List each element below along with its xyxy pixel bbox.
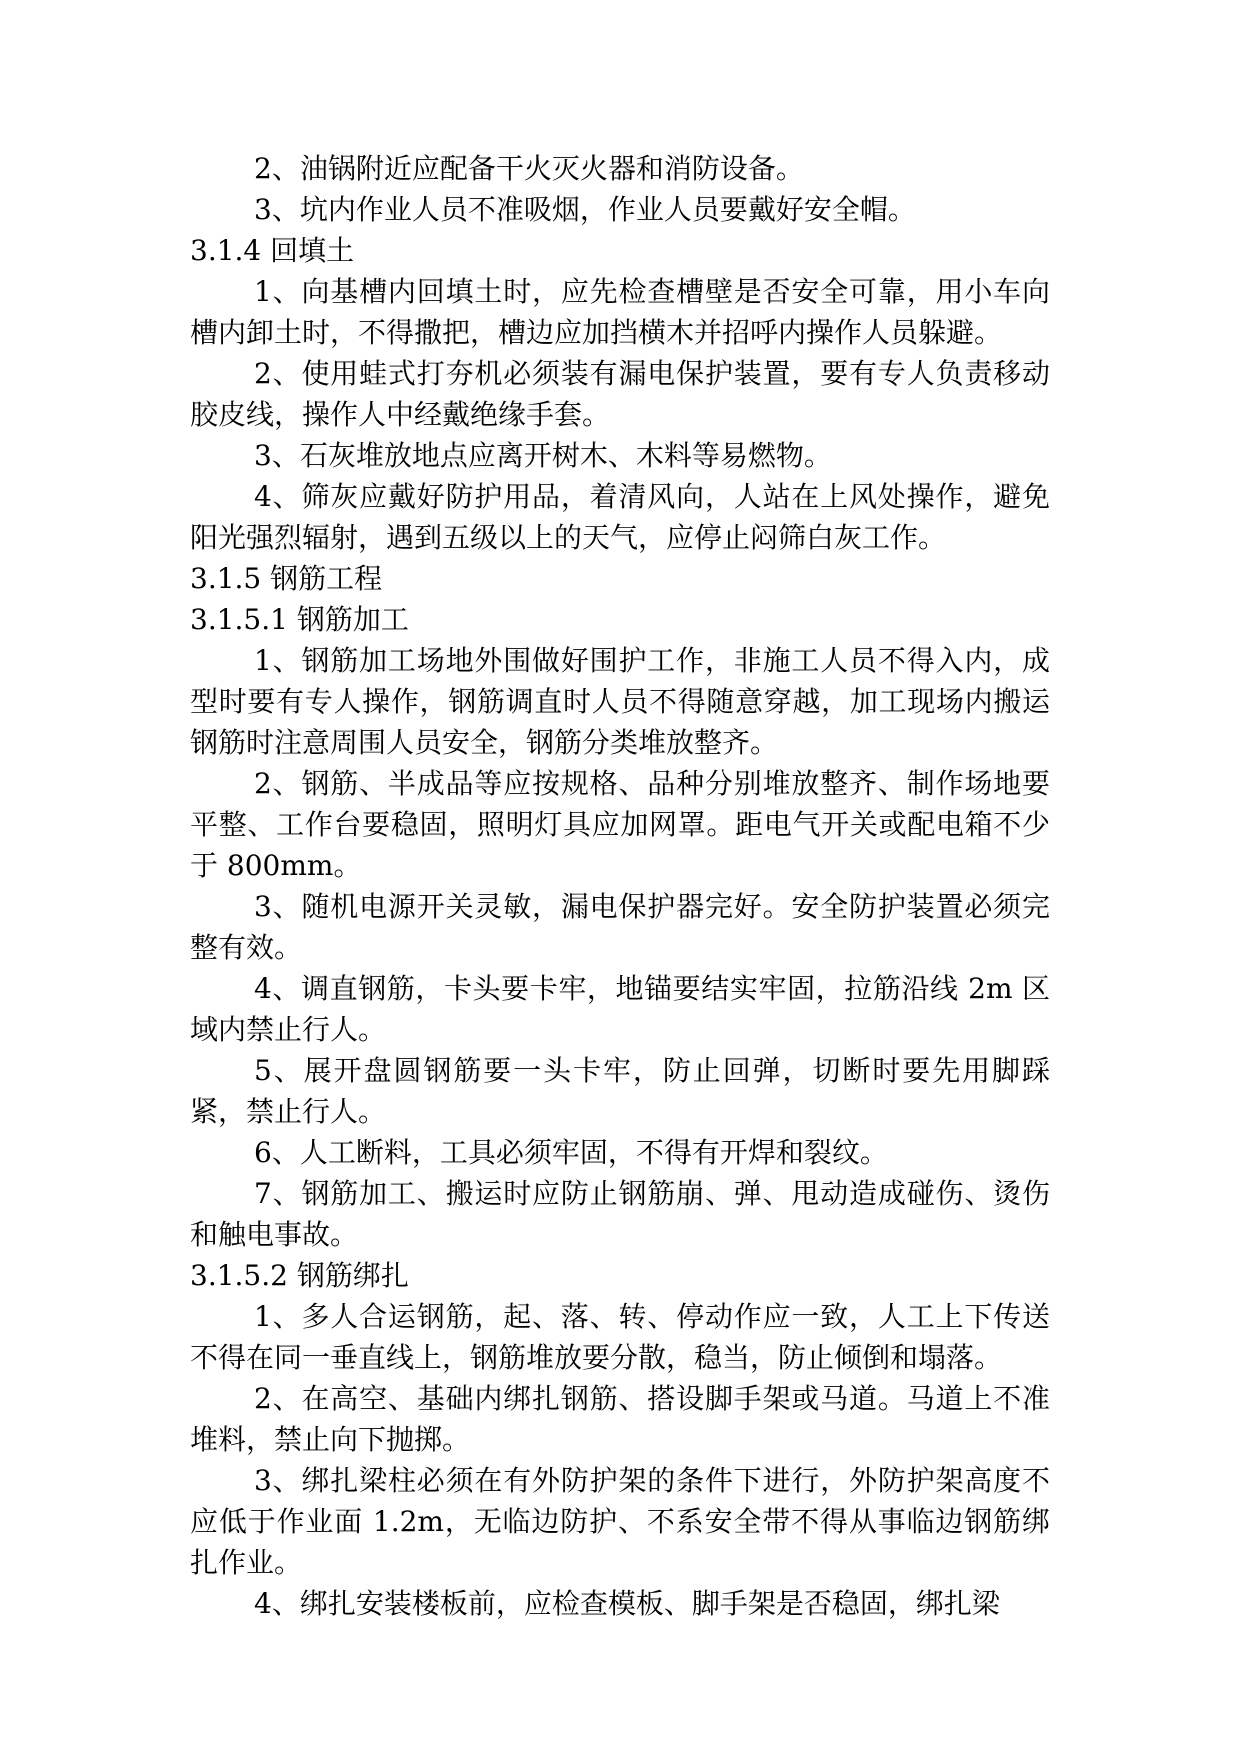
item-3-pit-no-smoking: 3、坑内作业人员不准吸烟，作业人员要戴好安全帽。: [254, 193, 916, 226]
item-2-frog-rammer: 2、使用蛙式打夯机必须装有漏电保护装置，要有专人负责移动胶皮线，操作人中经戴绝缘手套。: [190, 357, 1050, 431]
item-4-straightening: 4、调直钢筋，卡头要卡牢，地锚要结实牢固，拉筋沿线 2m 区域内禁止行人。: [190, 972, 1050, 1046]
section-3-1-5-1-heading: 3.1.5.1 钢筋加工: [190, 603, 409, 636]
item-7-injury-prevention: 7、钢筋加工、搬运时应防止钢筋崩、弹、甩动造成碰伤、烫伤和触电事故。: [190, 1177, 1050, 1251]
item-1-rebar-site: 1、钢筋加工场地外围做好围护工作，非施工人员不得入内，成型时要有专人操作，钢筋调直时人员不得随意穿越，加工现场内搬运钢筋时注意周围人员安全，钢筋分类堆放整齐。: [190, 644, 1050, 759]
item-2-high-altitude-binding: 2、在高空、基础内绑扎钢筋、搭设脚手架或马道。马道上不准堆料，禁止向下抛掷。: [190, 1382, 1050, 1456]
item-3-beam-column-binding: 3、绑扎梁柱必须在有外防护架的条件下进行，外防护架高度不应低于作业面 1.2m，无临边防护、不系安全带不得从事临边钢筋绑扎作业。: [190, 1464, 1050, 1579]
item-4-lime-sieving: 4、筛灰应戴好防护用品，着清风向，人站在上风处操作，避免阳光强烈辐射，遇到五级以上的天气，应停止闷筛白灰工作。: [190, 480, 1050, 554]
item-2-rebar-stacking: 2、钢筋、半成品等应按规格、品种分别堆放整齐、制作场地要平整、工作台要稳固，照明灯具应加网罩。距电气开关或配电箱不少于 800mm。: [190, 767, 1050, 882]
section-3-1-5-2-heading: 3.1.5.2 钢筋绑扎: [190, 1259, 409, 1292]
section-3-1-5-heading: 3.1.5 钢筋工程: [190, 562, 383, 595]
document-body: [190, 148, 1050, 1624]
item-6-manual-cutting: 6、人工断料，工具必须牢固，不得有开焊和裂纹。: [254, 1136, 888, 1169]
item-1-backfill: 1、向基槽内回填土时，应先检查槽壁是否安全可靠，用小车向槽内卸土时，不得撒把，槽边应加挡横木并招呼内操作人员躲避。: [190, 275, 1050, 349]
section-3-1-4-heading: 3.1.4 回填土: [190, 234, 355, 267]
item-1-multi-person-carry: 1、多人合运钢筋，起、落、转、停动作应一致，人工上下传送不得在同一垂直线上，钢筋堆放要分散，稳当，防止倾倒和塌落。: [190, 1300, 1050, 1374]
item-2-oil-pot-extinguisher: 2、油锅附近应配备干火灭火器和消防设备。: [254, 152, 804, 185]
item-3-power-switch: 3、随机电源开关灵敏，漏电保护器完好。安全防护装置必须完整有效。: [190, 890, 1050, 964]
item-4-floor-slab-binding: 4、绑扎安装楼板前，应检查模板、脚手架是否稳固，绑扎梁: [254, 1587, 1000, 1620]
item-5-coil-unrolling: 5、展开盘圆钢筋要一头卡牢，防止回弹，切断时要先用脚踩紧，禁止行人。: [190, 1054, 1050, 1128]
item-3-lime-storage: 3、石灰堆放地点应离开树木、木料等易燃物。: [254, 439, 832, 472]
